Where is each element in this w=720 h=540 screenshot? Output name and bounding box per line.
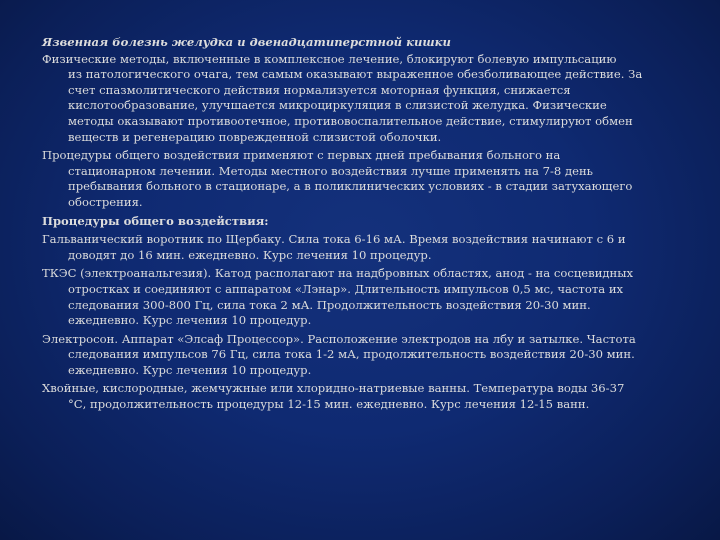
text-line: веществ и регенерацию поврежденной слизистой оболочки. bbox=[68, 129, 442, 144]
text-line: ежедневно. Курс лечения 10 процедур. bbox=[68, 362, 312, 377]
text-line: Физические методы, включенные в комплексное лечение, блокируют болевую импульсацию bbox=[42, 51, 617, 66]
paragraph-physical-methods bbox=[42, 52, 682, 146]
text-line: Хвойные, кислородные, жемчужные или хлоридно-натриевые ванны. Температура воды 36-37 bbox=[42, 381, 625, 396]
text-line: следования импульсов 76 Гц, сила тока 1-2 мА, продолжительность воздействия 20-30 мин. bbox=[68, 347, 635, 362]
text-line: °С, продолжительность процедуры 12-15 мин. ежедневно. Курс лечения 12-15 ванн. bbox=[68, 397, 590, 412]
text-line: пребывания больного в стационаре, а в поликлинических условиях - в стадии затухающего bbox=[68, 179, 633, 194]
text-line: следования 300-800 Гц, сила тока 2 мА. Продолжительность воздействия 20-30 мин. bbox=[68, 297, 591, 312]
paragraph-electrosleep bbox=[42, 332, 682, 379]
paragraph-baths bbox=[42, 381, 682, 412]
text-line: ТКЭС (электроанальгезия). Катод располагают на надбровных областях, анод - на сосцевидных bbox=[42, 266, 634, 281]
paragraph-tkes bbox=[42, 266, 682, 328]
text-line: методы оказывают противоотечное, противовоспалительное действие, стимулируют обмен bbox=[68, 113, 633, 128]
section-heading bbox=[42, 214, 682, 230]
text-line: обострения. bbox=[68, 194, 143, 209]
paragraph-procedures-timing bbox=[42, 148, 682, 210]
text-line: стационарном лечении. Методы местного воздействия лучше применять на 7-8 день bbox=[68, 163, 593, 178]
section-heading-text: Процедуры общего воздействия: bbox=[42, 213, 269, 228]
text-line: Гальванический воротник по Щербаку. Сила тока 6-16 мА. Время воздействия начинают с 6 и bbox=[42, 232, 626, 247]
slide-title bbox=[42, 35, 682, 51]
slide-content bbox=[42, 35, 682, 416]
text-line: кислотообразование, улучшается микроциркуляция в слизистой желудка. Физические bbox=[68, 98, 607, 113]
text-line: счет спазмолитического действия нормализуется моторная функция, снижается bbox=[68, 82, 571, 97]
text-line: доводят до 16 мин. ежедневно. Курс лечения 10 процедур. bbox=[68, 247, 432, 262]
text-line: Процедуры общего воздействия применяют с первых дней пребывания больного на bbox=[42, 148, 561, 163]
paragraph-galvanic-collar bbox=[42, 232, 682, 263]
text-line: отростках и соединяют с аппаратом «Лэнар». Длительность импульсов 0,5 мс, частота их bbox=[68, 281, 624, 296]
text-line: ежедневно. Курс лечения 10 процедур. bbox=[68, 313, 312, 328]
slide-title-text: Язвенная болезнь желудка и двенадцатиперстной кишки bbox=[42, 35, 451, 49]
text-line: Электросон. Аппарат «Элсаф Процессор». Расположение электродов на лбу и затылке. Частота bbox=[42, 331, 636, 346]
text-line: из патологического очага, тем самым оказывают выраженное обезболивающее действие. За bbox=[68, 67, 643, 82]
